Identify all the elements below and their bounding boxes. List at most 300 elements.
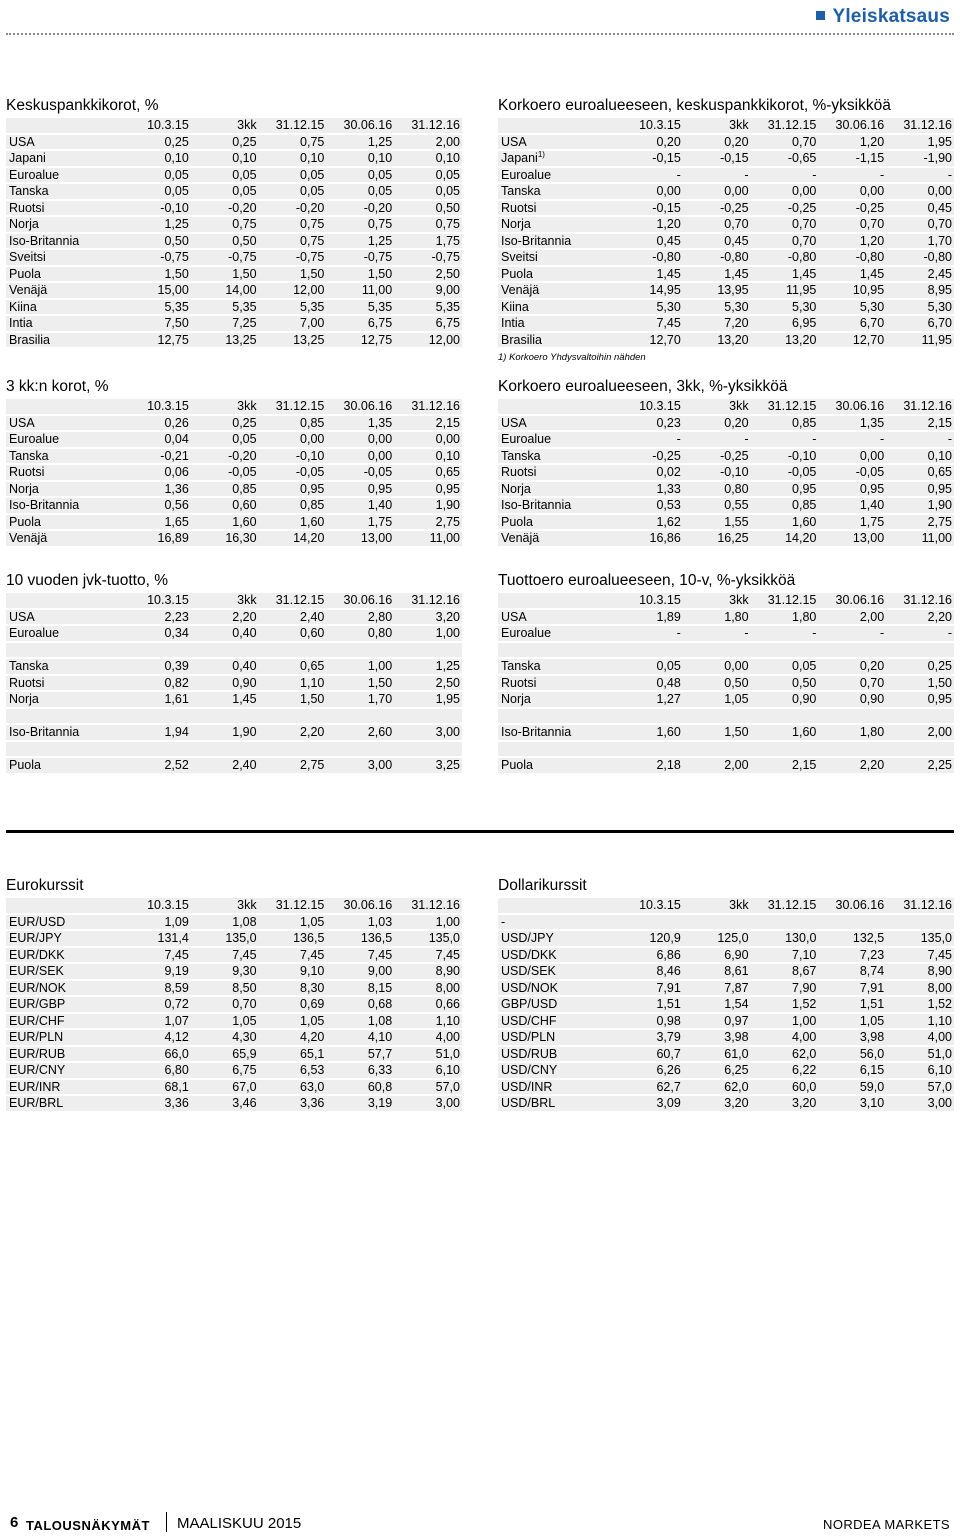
value-cell: 0,95 [818, 482, 886, 497]
value-cell: 5,35 [123, 300, 191, 315]
value-cell: 0,00 [751, 184, 819, 199]
row-label [6, 449, 123, 464]
row-label-text: Venäjä [9, 283, 48, 297]
table-row [498, 531, 954, 546]
value-cell: 8,90 [394, 964, 462, 979]
section-eurokurssit [6, 876, 462, 1113]
value-cell: 0,05 [615, 659, 683, 674]
empty-cell [818, 742, 886, 757]
value-cell: 0,00 [326, 449, 394, 464]
value-cell: 57,0 [394, 1080, 462, 1095]
value-cell: 6,53 [259, 1063, 327, 1078]
value-cell: 1,27 [615, 692, 683, 707]
blank-row [498, 709, 954, 724]
value-cell: 14,20 [751, 531, 819, 546]
empty-cell [683, 742, 751, 757]
empty-cell [498, 709, 615, 724]
column-header: 10.3.15 [123, 118, 191, 133]
value-cell: 0,69 [259, 997, 327, 1012]
value-cell: 60,0 [751, 1080, 819, 1095]
value-cell: 0,82 [123, 676, 191, 691]
value-cell: 1,08 [191, 915, 259, 930]
value-cell: 1,35 [818, 416, 886, 431]
value-cell: 1,25 [326, 234, 394, 249]
value-cell: 0,25 [191, 135, 259, 150]
value-cell: 1,45 [615, 267, 683, 282]
value-cell: -0,05 [751, 465, 819, 480]
row-label [498, 432, 615, 447]
row-label-text: Euroalue [9, 432, 60, 446]
empty-cell [498, 742, 615, 757]
value-cell: -0,75 [191, 250, 259, 265]
value-cell: -0,75 [123, 250, 191, 265]
value-cell: 3,46 [191, 1096, 259, 1111]
table-row [498, 316, 954, 331]
table-row [498, 1096, 954, 1111]
blank-row [6, 742, 462, 757]
table-row [6, 626, 462, 641]
row-label-text: Norja [9, 481, 39, 496]
row-label-text: Kiina [501, 299, 529, 314]
value-cell: 1,20 [615, 217, 683, 232]
value-cell: 0,05 [259, 184, 327, 199]
value-cell: 14,95 [615, 283, 683, 298]
value-cell: 15,00 [123, 283, 191, 298]
table-row [6, 283, 462, 298]
value-cell: 5,35 [259, 300, 327, 315]
value-cell: 0,85 [259, 416, 327, 431]
value-cell: - [751, 626, 819, 641]
table-row [6, 168, 462, 183]
value-cell: 4,20 [259, 1030, 327, 1045]
value-cell: 0,34 [123, 626, 191, 641]
value-cell: 1,80 [818, 725, 886, 740]
value-cell: 136,5 [326, 931, 394, 946]
value-cell: -0,80 [886, 250, 954, 265]
value-cell: 1,10 [886, 1014, 954, 1029]
row-label-text: Brasilia [9, 332, 50, 347]
row-label [6, 659, 123, 674]
value-cell: 1,25 [123, 217, 191, 232]
header-divider [6, 33, 954, 35]
value-cell: 6,95 [751, 316, 819, 331]
row-label [6, 1096, 123, 1111]
value-cell: 0,75 [394, 217, 462, 232]
row-label [498, 1080, 615, 1095]
value-cell: 7,20 [683, 316, 751, 331]
row-label-text: Ruotsi [501, 465, 537, 479]
blank-row [6, 709, 462, 724]
value-cell: 6,10 [886, 1063, 954, 1078]
column-header: 10.3.15 [615, 593, 683, 608]
value-cell: 12,00 [394, 333, 462, 348]
blank-row [498, 742, 954, 757]
row-label [6, 234, 123, 249]
empty-cell [818, 709, 886, 724]
value-cell: -0,10 [123, 201, 191, 216]
section-korkoero-3kk [498, 377, 954, 548]
value-cell: 60,8 [326, 1080, 394, 1095]
table-row [6, 201, 462, 216]
row-label-text: - [501, 914, 506, 929]
value-cell: 6,75 [191, 1063, 259, 1078]
value-cell: 4,00 [394, 1030, 462, 1045]
value-cell: 6,80 [123, 1063, 191, 1078]
value-cell: -0,20 [259, 201, 327, 216]
column-header: 31.12.16 [886, 898, 954, 913]
value-cell: 61,0 [683, 1047, 751, 1062]
value-cell: 0,66 [394, 997, 462, 1012]
value-cell: -0,10 [683, 465, 751, 480]
table-row [6, 1030, 462, 1045]
value-cell: 1,40 [818, 498, 886, 513]
value-cell: 8,90 [886, 964, 954, 979]
column-header: 31.12.15 [751, 118, 819, 133]
empty-cell [6, 709, 123, 724]
value-cell: 1,94 [123, 725, 191, 740]
value-cell: 3,00 [326, 758, 394, 773]
value-cell: -0,75 [259, 250, 327, 265]
table-row [498, 432, 954, 447]
value-cell: 6,86 [615, 948, 683, 963]
value-cell: 0,20 [683, 416, 751, 431]
value-cell: 0,23 [615, 416, 683, 431]
value-cell: -0,25 [683, 201, 751, 216]
value-cell: 0,10 [326, 151, 394, 166]
value-cell: -0,80 [683, 250, 751, 265]
section-title: Eurokurssit [6, 877, 84, 894]
row-label [498, 250, 615, 265]
header-row [498, 118, 954, 133]
value-cell: 3,00 [394, 725, 462, 740]
value-cell: - [818, 432, 886, 447]
value-cell: 1,90 [886, 498, 954, 513]
value-cell: 0,53 [615, 498, 683, 513]
value-cell: -0,20 [326, 201, 394, 216]
value-cell: 13,95 [683, 283, 751, 298]
value-cell: 0,00 [615, 184, 683, 199]
column-header: 30.06.16 [326, 898, 394, 913]
empty-cell [751, 742, 819, 757]
row-label-text: Ruotsi [9, 675, 45, 690]
table-row [6, 531, 462, 546]
value-cell: 57,0 [886, 1080, 954, 1095]
row-label-text: Ruotsi [501, 675, 537, 690]
value-cell: 0,95 [394, 482, 462, 497]
value-cell: 6,15 [818, 1063, 886, 1078]
row-label-text: Venäjä [501, 283, 540, 297]
table-row [6, 482, 462, 497]
value-cell: 0,10 [886, 449, 954, 464]
value-cell: 2,20 [818, 758, 886, 773]
value-cell: -1,90 [886, 151, 954, 166]
value-cell: 0,72 [123, 997, 191, 1012]
value-cell: - [886, 432, 954, 447]
value-cell: 9,30 [191, 964, 259, 979]
row-label [498, 531, 615, 546]
value-cell: 5,30 [818, 300, 886, 315]
value-cell: 10,95 [818, 283, 886, 298]
value-cell: 7,90 [751, 981, 819, 996]
row-label-text: Japani [501, 151, 538, 165]
table-row [498, 449, 954, 464]
row-label-text: Puola [9, 266, 41, 281]
table-row [498, 234, 954, 249]
value-cell: 62,7 [615, 1080, 683, 1095]
value-cell: 1,10 [259, 676, 327, 691]
row-label [6, 333, 123, 348]
value-cell: 132,5 [818, 931, 886, 946]
table-row [6, 931, 462, 946]
value-cell: 0,50 [751, 676, 819, 691]
value-cell: 0,25 [191, 416, 259, 431]
value-cell: 0,85 [751, 498, 819, 513]
value-cell: 7,45 [259, 948, 327, 963]
value-cell: 0,25 [886, 659, 954, 674]
table-row [498, 168, 954, 183]
value-cell: 0,95 [326, 482, 394, 497]
value-cell: 0,95 [259, 482, 327, 497]
value-cell: 1,00 [394, 626, 462, 641]
value-cell: 60,7 [615, 1047, 683, 1062]
row-label [498, 267, 615, 282]
value-cell: - [615, 432, 683, 447]
footer-separator [166, 1512, 167, 1532]
value-cell: 0,05 [123, 168, 191, 183]
value-cell: 1,33 [615, 482, 683, 497]
value-cell: 2,20 [191, 610, 259, 625]
value-cell: 2,75 [394, 515, 462, 530]
row-label [6, 1063, 123, 1078]
value-cell: 0,50 [394, 201, 462, 216]
row-label-text: USD/NOK [501, 980, 558, 995]
header-row [498, 399, 954, 414]
empty-cell [751, 709, 819, 724]
value-cell: - [615, 168, 683, 183]
value-cell: 4,12 [123, 1030, 191, 1045]
row-label-text: USD/DKK [501, 947, 557, 962]
row-label-text: Iso-Britannia [9, 233, 80, 248]
table-row [6, 692, 462, 707]
value-cell: 6,75 [326, 316, 394, 331]
row-label [6, 515, 123, 530]
row-label [498, 676, 615, 691]
value-cell: 1,89 [615, 610, 683, 625]
value-cell: 0,06 [123, 465, 191, 480]
value-cell: 0,00 [683, 659, 751, 674]
table-row [498, 465, 954, 480]
empty-cell [6, 742, 123, 757]
value-cell: 5,35 [394, 300, 462, 315]
table-row [498, 610, 954, 625]
value-cell: 125,0 [683, 931, 751, 946]
table-row [6, 267, 462, 282]
value-cell: 0,65 [394, 465, 462, 480]
value-cell: 3,25 [394, 758, 462, 773]
value-cell: 8,50 [191, 981, 259, 996]
column-header: 30.06.16 [326, 593, 394, 608]
row-label-text: Brasilia [501, 332, 542, 347]
value-cell: -0,25 [683, 449, 751, 464]
table-row [6, 515, 462, 530]
value-cell: 1,50 [123, 267, 191, 282]
value-cell: 1,00 [751, 1014, 819, 1029]
value-cell: 0,04 [123, 432, 191, 447]
row-label-text: Iso-Britannia [9, 725, 80, 739]
issue-date: MAALISKUU 2015 [177, 1515, 302, 1532]
row-label [498, 234, 615, 249]
value-cell: 7,45 [326, 948, 394, 963]
value-cell: 1,35 [326, 416, 394, 431]
row-label-text: USD/INR [501, 1079, 553, 1094]
row-label-text: EUR/BRL [9, 1096, 64, 1110]
value-cell: 0,45 [886, 201, 954, 216]
value-cell [683, 915, 751, 930]
row-label-text: USD/CNY [501, 1063, 558, 1077]
value-cell [751, 915, 819, 930]
empty-cell [259, 709, 327, 724]
value-cell: 131,4 [123, 931, 191, 946]
value-cell: 6,22 [751, 1063, 819, 1078]
value-cell: 7,45 [615, 316, 683, 331]
value-cell: 65,1 [259, 1047, 327, 1062]
column-header: 3kk [683, 118, 751, 133]
row-label [6, 151, 123, 166]
empty-cell [886, 643, 954, 658]
value-cell: 0,05 [394, 168, 462, 183]
value-cell: 0,10 [191, 151, 259, 166]
value-cell: 3,36 [259, 1096, 327, 1111]
value-cell: 1,20 [818, 234, 886, 249]
table-row [6, 217, 462, 232]
value-cell: 1,36 [123, 482, 191, 497]
value-cell: 1,20 [818, 135, 886, 150]
row-label-text: GBP/USD [501, 997, 558, 1011]
value-cell: 9,19 [123, 964, 191, 979]
value-cell: 0,50 [123, 234, 191, 249]
column-header [498, 898, 615, 913]
section-3kk-korot [6, 377, 462, 548]
row-label [498, 1030, 615, 1045]
value-cell: 0,90 [751, 692, 819, 707]
value-cell: 2,20 [886, 610, 954, 625]
table-row [6, 1096, 462, 1111]
row-label-text: USD/BRL [501, 1096, 556, 1110]
row-label [6, 267, 123, 282]
value-cell: 3,79 [615, 1030, 683, 1045]
value-cell: 8,00 [394, 981, 462, 996]
value-cell: 135,0 [394, 931, 462, 946]
row-label [6, 135, 123, 150]
row-label [6, 465, 123, 480]
empty-cell [191, 742, 259, 757]
value-cell: -0,80 [818, 250, 886, 265]
value-cell: 0,45 [683, 234, 751, 249]
value-cell: 51,0 [394, 1047, 462, 1062]
footnote-marker: 1) [537, 151, 545, 159]
value-cell: 0,50 [191, 234, 259, 249]
data-table [6, 896, 462, 1113]
table-row [498, 948, 954, 963]
value-cell: 120,9 [615, 931, 683, 946]
value-cell: 7,00 [259, 316, 327, 331]
row-label-text: USD/PLN [501, 1030, 556, 1044]
value-cell: 0,75 [259, 217, 327, 232]
value-cell: 1,05 [259, 915, 327, 930]
row-label-text: Iso-Britannia [501, 233, 572, 248]
column-header: 30.06.16 [818, 593, 886, 608]
row-label [498, 135, 615, 150]
header-row [498, 898, 954, 913]
value-cell: 1,60 [615, 725, 683, 740]
value-cell: 135,0 [191, 931, 259, 946]
value-cell: -0,21 [123, 449, 191, 464]
value-cell: 2,75 [886, 515, 954, 530]
value-cell: -0,25 [818, 201, 886, 216]
empty-cell [191, 643, 259, 658]
value-cell: 11,95 [886, 333, 954, 348]
value-cell: 2,52 [123, 758, 191, 773]
empty-cell [615, 742, 683, 757]
table-row [6, 676, 462, 691]
table-row [6, 964, 462, 979]
table-row [6, 1080, 462, 1095]
column-header: 31.12.16 [886, 118, 954, 133]
row-label [498, 482, 615, 497]
value-cell: 7,25 [191, 316, 259, 331]
value-cell: 8,61 [683, 964, 751, 979]
row-label [6, 1030, 123, 1045]
column-header: 30.06.16 [818, 898, 886, 913]
row-label-text: Euroalue [501, 432, 552, 446]
value-cell: 0,05 [326, 184, 394, 199]
value-cell: 0,05 [191, 168, 259, 183]
table-row [498, 184, 954, 199]
value-cell: 8,00 [886, 981, 954, 996]
empty-cell [123, 742, 191, 757]
empty-cell [259, 742, 327, 757]
table-row [498, 725, 954, 740]
row-label [6, 610, 123, 625]
value-cell: 0,75 [259, 234, 327, 249]
value-cell: 3,20 [751, 1096, 819, 1111]
value-cell: 9,00 [394, 283, 462, 298]
table-row [498, 1014, 954, 1029]
row-label [6, 283, 123, 298]
page-footer [0, 1508, 960, 1536]
column-header [6, 593, 123, 608]
value-cell: - [615, 626, 683, 641]
empty-cell [683, 709, 751, 724]
value-cell: 1,80 [683, 610, 751, 625]
value-cell: 12,75 [123, 333, 191, 348]
row-label-text: EUR/JPY [9, 931, 62, 945]
value-cell: 0,70 [751, 135, 819, 150]
data-table [498, 397, 954, 548]
row-label [6, 676, 123, 691]
value-cell: 12,00 [259, 283, 327, 298]
value-cell: 1,05 [259, 1014, 327, 1029]
value-cell: 67,0 [191, 1080, 259, 1095]
section-10v-jvk-tuotto [6, 571, 462, 775]
value-cell: 1,70 [326, 692, 394, 707]
value-cell: -0,25 [615, 449, 683, 464]
row-label-text: Euroalue [9, 626, 60, 640]
row-label-text: EUR/DKK [9, 947, 65, 962]
value-cell: 8,30 [259, 981, 327, 996]
row-label-text: Tanska [501, 659, 541, 673]
row-label-text: USD/CHF [501, 1013, 557, 1028]
